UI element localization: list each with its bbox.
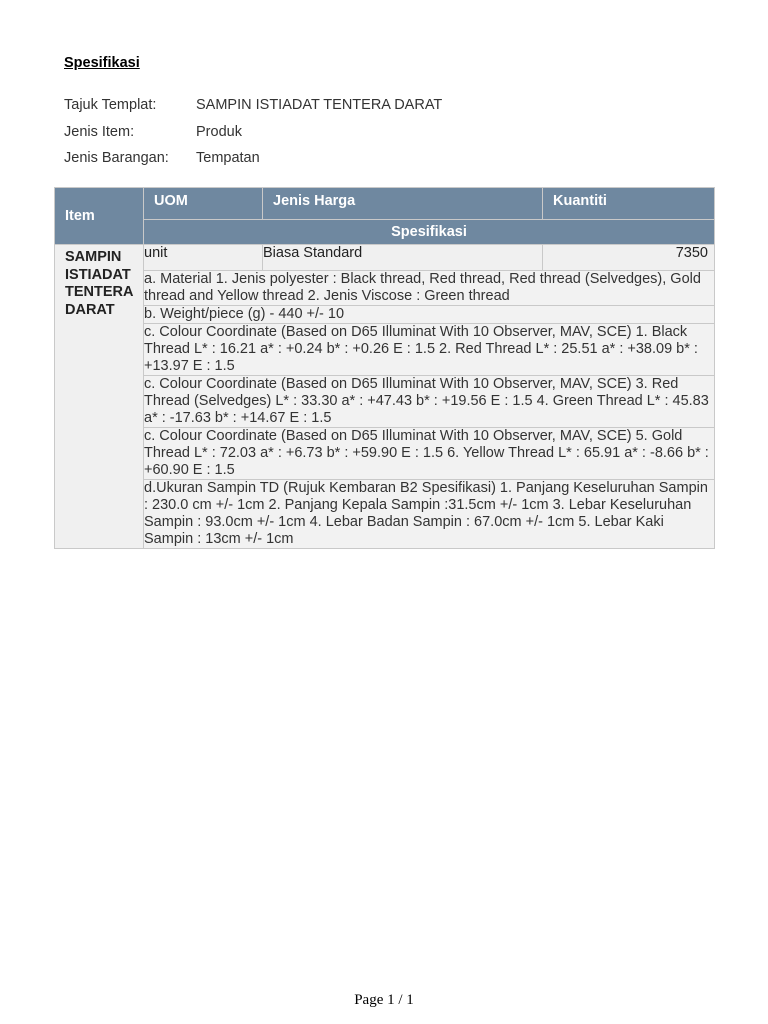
specification-table <box>54 187 715 549</box>
quantity-cell: 7350 <box>543 245 715 271</box>
field-value: SAMPIN ISTIADAT TENTERA DARAT <box>196 97 443 113</box>
field-label: Tajuk Templat: <box>64 97 157 113</box>
header-specification: Spesifikasi <box>144 220 715 245</box>
spec-row <box>55 376 715 428</box>
spec-colour-1: c. Colour Coordinate (Based on D65 Illuminat With 10 Observer, MAV, SCE) 1. Black Thread L* : 16.21 a* : +0.24 b* : +0.26 E : 1.5 2. Red Thread L* : 25.51 a* : +38.09 b* : +13.97 E : 1.5 <box>144 324 715 376</box>
spec-weight: b. Weight/piece (g) - 440 +/- 10 <box>144 306 715 324</box>
header-quantity: Kuantiti <box>543 188 715 220</box>
field-label: Jenis Item: <box>64 124 135 140</box>
item-name-cell: SAMPIN ISTIADAT TENTERA DARAT <box>55 245 144 549</box>
spec-row <box>55 324 715 376</box>
header-item: Item <box>55 188 144 245</box>
field-label: Jenis Barangan: <box>64 150 169 166</box>
spec-row <box>55 428 715 480</box>
spec-row <box>55 306 715 324</box>
spec-colour-3: c. Colour Coordinate (Based on D65 Illuminat With 10 Observer, MAV, SCE) 5. Gold Thread L* : 72.03 a* : +6.73 b* : +59.90 E : 1.5 6. Yellow Thread L* : 65.91 a* : -8.66 b* : +60.90 E : 1.5 <box>144 428 715 480</box>
spec-material: a. Material 1. Jenis polyester : Black thread, Red thread, Red thread (Selvedges), Gold thread and Yellow thread 2. Jenis Viscose : Green thread <box>144 271 715 306</box>
spec-row <box>55 480 715 549</box>
spec-colour-2: c. Colour Coordinate (Based on D65 Illuminat With 10 Observer, MAV, SCE) 3. Red Thread (Selvedges) L* : 33.30 a* : +47.43 b* : +19.56 E : 1.5 4. Green Thread L* : 45.83 a* : -17.63 b* : +14.67 E : 1.5 <box>144 376 715 428</box>
header-price-type: Jenis Harga <box>263 188 543 220</box>
price-type-cell: Biasa Standard <box>263 245 543 271</box>
table-subheader-row <box>55 220 715 245</box>
header-uom: UOM <box>144 188 263 220</box>
field-value: Tempatan <box>196 150 260 166</box>
uom-cell: unit <box>144 245 263 271</box>
table-row <box>55 245 715 271</box>
table-header-row <box>55 188 715 220</box>
field-value: Produk <box>196 124 242 140</box>
spec-dimensions: d.Ukuran Sampin TD (Rujuk Kembaran B2 Spesifikasi) 1. Panjang Keseluruhan Sampin : 230.0 cm +/- 1cm 2. Panjang Kepala Sampin :31.5cm +/- 1cm 3. Lebar Keseluruhan Sampin : 93.0cm +/- 1cm 4. Lebar Badan Sampin : 67.0cm +/- 1cm 5. Lebar Kaki Sampin : 13cm +/- 1cm <box>144 480 715 549</box>
document-title: Spesifikasi <box>64 55 140 71</box>
spec-row <box>55 271 715 306</box>
page-number: Page 1 / 1 <box>354 992 414 1008</box>
